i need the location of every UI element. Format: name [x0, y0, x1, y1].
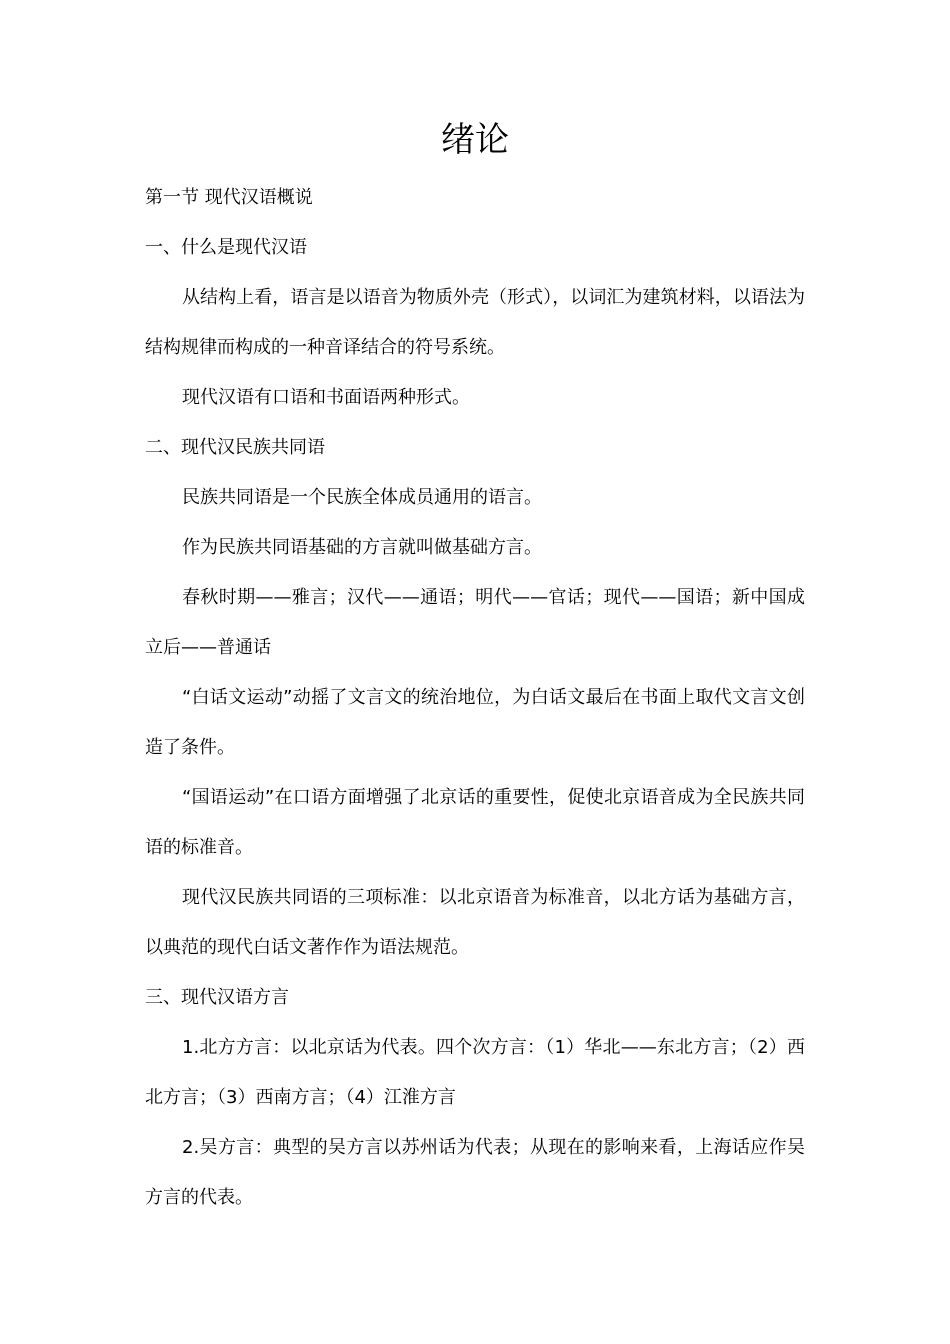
- paragraph-1: 从结构上看，语言是以语音为物质外壳（形式），以词汇为建筑材料，以语法为结构规律而构成的一种音译结合的符号系统。: [145, 287, 805, 358]
- paragraph-4: 作为民族共同语基础的方言就叫做基础方言。: [182, 537, 542, 558]
- paragraph-3: 民族共同语是一个民族全体成员通用的语言。: [182, 487, 542, 508]
- subheading-3: 三、现代汉语方言: [145, 987, 289, 1008]
- paragraph-8: 现代汉民族共同语的三项标准：以北京语音为标准音，以北方话为基础方言，以典范的现代白话文著作作为语法规范。: [145, 887, 805, 958]
- paragraph-9: 1.北方方言：以北京话为代表。四个次方言：（1）华北——东北方言；（2）西北方言；（3）西南方言；（4）江淮方言: [145, 1037, 805, 1108]
- page-title: 绪论: [441, 120, 509, 160]
- subheading-1: 一、什么是现代汉语: [145, 237, 307, 258]
- paragraph-2: 现代汉语有口语和书面语两种形式。: [182, 387, 470, 408]
- paragraph-6: “白话文运动”动摇了文言文的统治地位，为白话文最后在书面上取代文言文创造了条件。: [145, 687, 805, 758]
- paragraph-7: “国语运动”在口语方面增强了北京话的重要性，促使北京语音成为全民族共同语的标准音。: [145, 787, 805, 858]
- paragraph-10: 2.吴方言：典型的吴方言以苏州话为代表；从现在的影响来看，上海话应作吴方言的代表。: [145, 1137, 805, 1208]
- subheading-2: 二、现代汉民族共同语: [145, 437, 325, 458]
- paragraph-5: 春秋时期——雅言；汉代——通语；明代——官话；现代——国语；新中国成立后——普通话: [145, 587, 805, 658]
- section-heading: 第一节 现代汉语概说: [145, 187, 313, 208]
